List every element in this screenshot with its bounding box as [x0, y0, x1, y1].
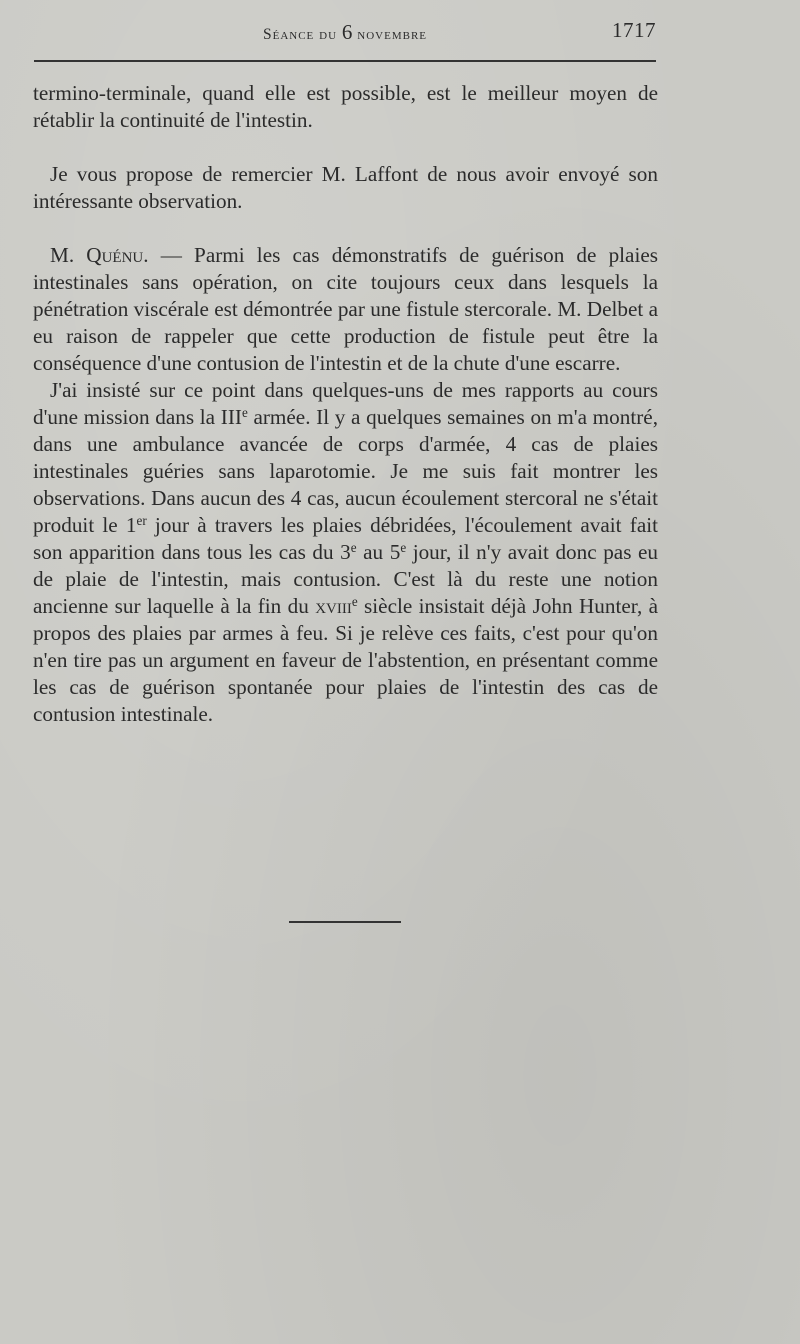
text-run: J'ai insisté sur ce point dans quelques-uns de mes rapports au cours d'une mission dans la III [33, 378, 658, 429]
superscript: e [351, 593, 358, 609]
superscript: e [350, 539, 357, 555]
superscript: e [400, 539, 407, 555]
running-title-text: Séance du [262, 26, 338, 43]
running-head [34, 14, 656, 46]
paragraph-conclusion: Je vous propose de remercier M. Laffont de nous avoir envoyé son intéressante observation. [33, 162, 658, 213]
paragraph-gap [33, 215, 658, 242]
running-title-month: novembre [357, 26, 428, 43]
paragraph-text: . — Parmi les cas démonstratifs de guérison de plaies intestinales sans opération, on cite toujours ceux dans lesquels la pénétration viscérale est démontrée par une fistule stercorale. M. Delbet a eu raison de rappeler que cette production de fistule peut être la conséquence d'une contusion de l'intestin et de la chute d'une escarre. [33, 243, 658, 375]
paragraph-observations [33, 377, 658, 728]
superscript: er [136, 512, 147, 528]
paragraph-gap [33, 134, 658, 161]
text-run: armée. Il y a quelques semaines on m'a montré, dans une ambulance avancée de corps d'armée, 4 cas de plaies intestinales guéries sans laparotomie. Je me suis fait montrer les observations. Dans aucun des 4 cas, aucun écoulement stercoral ne s'était produit le 1 [33, 405, 658, 537]
body-text [33, 80, 658, 728]
speaker-prefix: M. [50, 243, 87, 267]
text-run: siècle insistait déjà John Hunter, à propos des plaies par armes à feu. Si je relève ces faits, c'est pour qu'on n'en tire pas un argument en faveur de l'abstention, en présentant comme les cas de guérison spontanée pour plaies de l'intestin des cas de contusion intestinale. [33, 594, 659, 726]
running-title-date: 6 [341, 20, 353, 44]
header-rule [34, 60, 656, 62]
text-run: au 5 [356, 540, 401, 564]
paragraph-continuation: termino-terminale, quand elle est possible, est le meilleur moyen de rétablir la continuité de l'intestin. [33, 81, 658, 132]
page-number: 1717 [612, 18, 656, 42]
section-end-rule [289, 921, 401, 923]
century-numeral: xviii [315, 594, 352, 618]
text-run: jour, il n'y avait donc pas eu de plaie de l'intestin, mais contusion. C'est là du reste une notion ancienne sur laquelle à la fin du [33, 540, 659, 618]
running-title [34, 20, 656, 45]
text-run: jour à travers les plaies débridées, l'écoulement avait fait son apparition dans tous les cas du 3 [33, 513, 658, 564]
superscript: e [241, 404, 248, 420]
speaker-name: Quénu [86, 243, 144, 267]
paragraph-quenu-intervention [33, 242, 658, 377]
